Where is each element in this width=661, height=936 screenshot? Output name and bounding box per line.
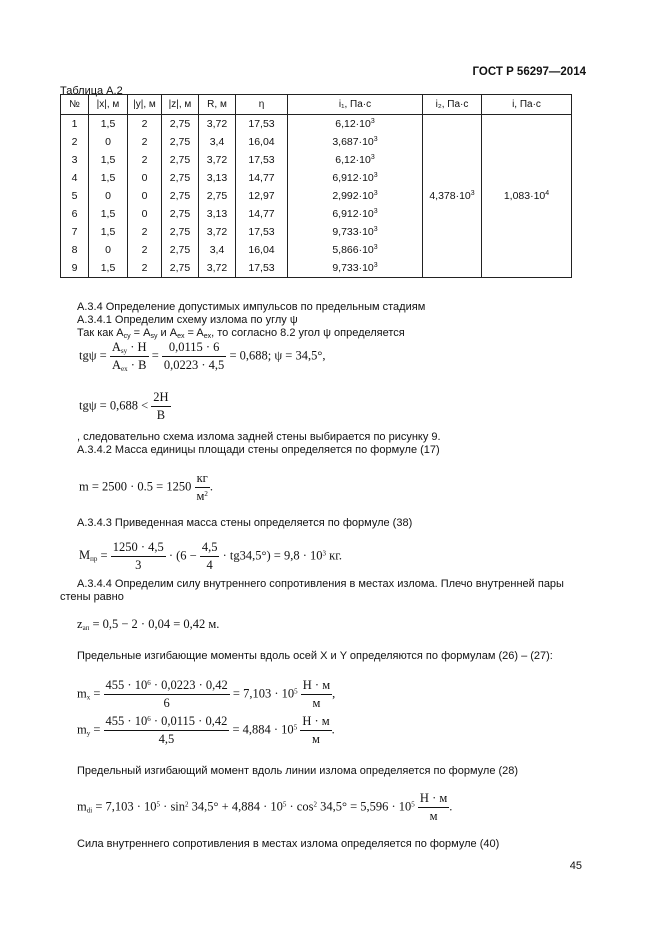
formula-part: = 7,103 · 10: [232, 686, 295, 701]
fraction: [111, 540, 166, 573]
cell-x: 0: [89, 133, 128, 151]
formula-part: = 4,884 · 10: [232, 722, 294, 737]
section-heading: А.3.4 Определение допустимых импульсов по предельным стадиям: [77, 301, 426, 313]
cell-z: 2,75: [162, 205, 199, 223]
cell-i1: [288, 259, 423, 278]
i2-mantissa: 4,378·10: [429, 190, 471, 202]
cell-i1: [288, 151, 423, 169]
formula-part: 34,5° = 5,596 · 10: [316, 799, 412, 814]
formula-part: m: [77, 686, 87, 701]
subscript: sy: [120, 347, 128, 355]
cell-r: 3,4: [199, 133, 236, 151]
cell-num: 4: [61, 169, 89, 187]
formula-part: м: [196, 489, 205, 503]
fraction: [300, 714, 331, 747]
col-header: |z|, м: [162, 95, 199, 115]
subscript: sy: [150, 333, 158, 340]
cell-y: 2: [128, 151, 162, 169]
formula-part: · 0,0223 · 0,42: [150, 678, 228, 692]
paragraph: [77, 327, 405, 340]
formula-part: кг.: [326, 548, 343, 563]
denominator: 4,5: [158, 732, 175, 746]
fraction: [162, 340, 226, 373]
cell-r: 2,75: [199, 187, 236, 205]
cell-x: 1,5: [89, 151, 128, 169]
table-header-row: [61, 95, 572, 115]
numerator: [104, 678, 230, 695]
cell-r: 3,72: [199, 223, 236, 241]
formula-part: = 0,5 − 2 · 0,04 = 0,42 м.: [89, 617, 220, 631]
cell-r: 3,13: [199, 205, 236, 223]
cell-eta: 16,04: [236, 133, 288, 151]
cell-i1: [288, 241, 423, 259]
formula-part: · H: [127, 340, 147, 354]
col-header: i, Па·с: [482, 95, 572, 115]
superscript: 6: [147, 715, 151, 723]
numerator: кг: [195, 471, 210, 488]
cell-i: [482, 115, 572, 278]
numerator: [104, 714, 230, 731]
subscript: су: [123, 333, 131, 340]
formula-moment-diagonal: [77, 791, 452, 824]
superscript: 5: [293, 723, 298, 732]
superscript: 5: [282, 800, 287, 809]
cell-z: 2,75: [162, 241, 199, 259]
cell-z: 2,75: [162, 169, 199, 187]
standard-header: ГОСТ Р 56297—2014: [472, 66, 586, 78]
denominator: 6: [163, 696, 170, 710]
cell-r: 3,72: [199, 259, 236, 278]
cell-num: 9: [61, 259, 89, 278]
col-header: |y|, м: [128, 95, 162, 115]
cell-eta: 17,53: [236, 259, 288, 278]
fraction: [195, 471, 210, 504]
formula-part: · sin: [160, 799, 186, 814]
superscript: 2: [204, 490, 208, 498]
numerator: Н · м: [301, 678, 332, 695]
denominator: B: [156, 408, 166, 422]
cell-i1: [288, 205, 423, 223]
i1-mantissa: 3,687·10: [332, 136, 374, 148]
cell-x: 1,5: [89, 115, 128, 134]
col-header: |x|, м: [89, 95, 128, 115]
cell-num: 8: [61, 241, 89, 259]
numerator: Н · м: [418, 791, 449, 808]
formula-part: ,: [332, 686, 336, 701]
denominator: [195, 488, 210, 504]
superscript: 5: [294, 687, 298, 696]
page-number: 45: [569, 860, 582, 872]
cell-z: 2,75: [162, 151, 199, 169]
subsection-heading: А.3.4.2 Масса единицы площади стены определяется по формуле (17): [77, 444, 440, 456]
subsection-heading: А.3.4.1 Определим схему излома по углу ψ: [77, 314, 298, 326]
cell-eta: 12,97: [236, 187, 288, 205]
cell-i1: [288, 115, 423, 134]
cell-z: 2,75: [162, 115, 199, 134]
formula-part: z: [77, 617, 83, 631]
cell-eta: 17,53: [236, 151, 288, 169]
superscript: 2: [185, 800, 189, 809]
denominator: 0,0223 · 4,5: [163, 358, 225, 372]
numerator: [110, 340, 149, 357]
i1-mantissa: 6,912·10: [332, 208, 374, 220]
numerator: 2H: [151, 390, 170, 407]
cell-i1: [288, 187, 423, 205]
cell-x: 1,5: [89, 169, 128, 187]
cell-r: 3,4: [199, 241, 236, 259]
text-run: = A: [130, 327, 151, 339]
cell-eta: 17,53: [236, 223, 288, 241]
cell-y: 2: [128, 241, 162, 259]
cell-eta: 16,04: [236, 241, 288, 259]
col-header: №: [61, 95, 89, 115]
formula-part: [79, 548, 97, 562]
cell-num: 6: [61, 205, 89, 223]
denominator: м: [429, 809, 438, 823]
text-run: и A: [157, 327, 178, 339]
cell-num: 1: [61, 115, 89, 134]
formula-part: · 0,0115 · 0,42: [150, 714, 228, 728]
cell-x: 1,5: [89, 259, 128, 278]
subscript: di: [86, 806, 93, 815]
cell-z: 2,75: [162, 259, 199, 278]
formula-lever-arm: [77, 617, 219, 632]
formula-moment-y: [77, 714, 335, 747]
formula-part: = 7,103 · 10: [92, 799, 157, 814]
formula-part: · (6 −: [168, 548, 197, 563]
fraction: [301, 678, 332, 711]
cell-i1: [288, 169, 423, 187]
text-run: = A: [184, 327, 204, 339]
fraction: [110, 340, 149, 373]
cell-r: 3,72: [199, 115, 236, 134]
i1-mantissa: 5,866·10: [332, 244, 374, 256]
i1-mantissa: 9,733·10: [332, 226, 374, 238]
i1-exponent: 3: [373, 136, 378, 143]
paragraph: А.3.4.4 Определим силу внутреннего сопротивления в местах излома. Плечо внутренней пары: [77, 578, 564, 590]
cell-y: 2: [128, 223, 162, 241]
cell-eta: 17,53: [236, 115, 288, 134]
paragraph: Предельный изгибающий момент вдоль линии излома определяется по формуле (28): [77, 765, 519, 777]
col-header: i₂, Па·с: [423, 95, 482, 115]
cell-x: 0: [89, 241, 128, 259]
denominator: 4: [206, 558, 213, 572]
col-header: η: [236, 95, 288, 115]
i1-exponent: 3: [373, 262, 378, 269]
subscript: ап: [82, 624, 90, 632]
cell-y: 0: [128, 205, 162, 223]
formula-part: m: [77, 799, 87, 814]
i-mantissa: 1,083·10: [503, 190, 546, 202]
paragraph: , следовательно схема излома задней стены выбирается по рисунку 9.: [77, 431, 441, 443]
subscript: y: [86, 729, 91, 738]
cell-i1: [288, 223, 423, 241]
formula-part: · tg34,5°) = 9,8 · 10: [222, 548, 323, 563]
i1-mantissa: 9,733·10: [332, 262, 374, 274]
i1-exponent: 3: [373, 226, 378, 233]
subscript: пр: [90, 555, 98, 564]
cell-num: 5: [61, 187, 89, 205]
text-run: Так как A: [77, 327, 124, 339]
superscript: 5: [411, 800, 415, 809]
formula-part: m: [77, 722, 87, 737]
cell-x: 1,5: [89, 205, 128, 223]
subscript: x: [86, 693, 91, 702]
cell-num: 2: [61, 133, 89, 151]
formula-part: = 0,688; ψ = 34,5°,: [229, 348, 326, 363]
table-row: [61, 115, 572, 134]
i1-mantissa: 2,992·10: [332, 190, 374, 202]
fraction: [151, 390, 170, 423]
formula-part: · B: [127, 358, 147, 372]
superscript: 2: [313, 800, 317, 809]
paragraph: стены равно: [60, 591, 124, 603]
paragraph: Сила внутреннего сопротивления в местах излома определяется по формуле (40): [77, 838, 500, 850]
denominator: м: [312, 696, 321, 710]
numerator: 4,5: [200, 540, 220, 557]
i1-exponent: 3: [373, 244, 378, 251]
formula-part: tgψ =: [79, 348, 107, 363]
formula-part: tgψ = 0,688 <: [79, 398, 149, 413]
fraction: [200, 540, 220, 573]
formula-part: A: [111, 340, 121, 354]
cell-y: 2: [128, 259, 162, 278]
formula-part: =: [93, 686, 101, 701]
formula-part: 34,5° + 4,884 · 10: [188, 799, 283, 814]
denominator: м: [312, 732, 320, 746]
i1-mantissa: 6,12·10: [335, 118, 371, 130]
cell-eta: 14,77: [236, 169, 288, 187]
col-header: R, м: [199, 95, 236, 115]
formula-part: =: [93, 722, 101, 737]
formula-moment-x: [77, 678, 335, 711]
numerator: 0,0115 · 6: [162, 340, 226, 357]
cell-i1: [288, 133, 423, 151]
subscript: ex: [121, 365, 128, 373]
superscript: 5: [156, 800, 161, 809]
text-run: , то согласно 8.2 угол ψ определяется: [211, 327, 405, 339]
formula-part: =: [151, 348, 159, 363]
i1-mantissa: 6,12·10: [335, 154, 371, 166]
cell-num: 7: [61, 223, 89, 241]
cell-r: 3,13: [199, 169, 236, 187]
numerator: 1250 · 4,5: [111, 540, 166, 557]
paragraph: Предельные изгибающие моменты вдоль осей X и Y определяются по формулам (26) – (27):: [77, 650, 553, 662]
cell-z: 2,75: [162, 187, 199, 205]
col-header: i₁, Па·с: [288, 95, 423, 115]
numerator: Н · м: [300, 714, 331, 731]
i1-exponent: 3: [370, 118, 375, 125]
table-caption: Таблица А.2: [60, 85, 123, 97]
cell-eta: 14,77: [236, 205, 288, 223]
subsection-heading: А.3.4.3 Приведенная масса стены определяется по формуле (38): [77, 517, 413, 529]
i1-exponent: 3: [373, 208, 378, 215]
formula-mass-per-area: [79, 471, 213, 504]
fraction: [104, 714, 230, 747]
subscript: ex: [177, 333, 185, 340]
formula-part: M: [79, 548, 91, 563]
fraction: [418, 791, 449, 824]
i1-mantissa: 6,912·10: [332, 172, 374, 184]
formula-part: m = 2500 · 0.5 = 1250: [79, 479, 192, 494]
cell-z: 2,75: [162, 223, 199, 241]
cell-x: 1,5: [89, 223, 128, 241]
formula-part: · cos: [286, 799, 314, 814]
denominator: [110, 357, 149, 373]
subscript: ex: [203, 333, 212, 340]
cell-y: 0: [128, 187, 162, 205]
cell-num: 3: [61, 151, 89, 169]
i-exponent: 4: [545, 190, 550, 197]
formula-tg-psi-compare: [79, 390, 171, 423]
formula-part: 455 · 10: [105, 714, 148, 728]
cell-y: 2: [128, 115, 162, 134]
i2-exponent: 3: [470, 190, 475, 197]
formula-part: 455 · 10: [105, 678, 148, 692]
i1-exponent: 3: [370, 154, 375, 161]
formula-tg-psi: [79, 340, 325, 373]
denominator: 3: [135, 558, 142, 572]
i1-exponent: 3: [373, 172, 378, 179]
superscript: 6: [147, 679, 151, 687]
formula-reduced-mass: [79, 540, 342, 573]
cell-i2: [423, 115, 482, 278]
formula-part: .: [331, 722, 335, 737]
cell-x: 0: [89, 187, 128, 205]
formula-part: =: [100, 548, 108, 563]
cell-y: 2: [128, 133, 162, 151]
formula-part: .: [449, 799, 453, 814]
formula-part: .: [209, 479, 214, 494]
cell-r: 3,72: [199, 151, 236, 169]
formula-part: A: [112, 358, 122, 372]
results-table: [60, 94, 572, 278]
superscript: 3: [322, 549, 326, 558]
fraction: [104, 678, 230, 711]
cell-z: 2,75: [162, 133, 199, 151]
cell-y: 0: [128, 169, 162, 187]
i1-exponent: 3: [373, 190, 378, 197]
